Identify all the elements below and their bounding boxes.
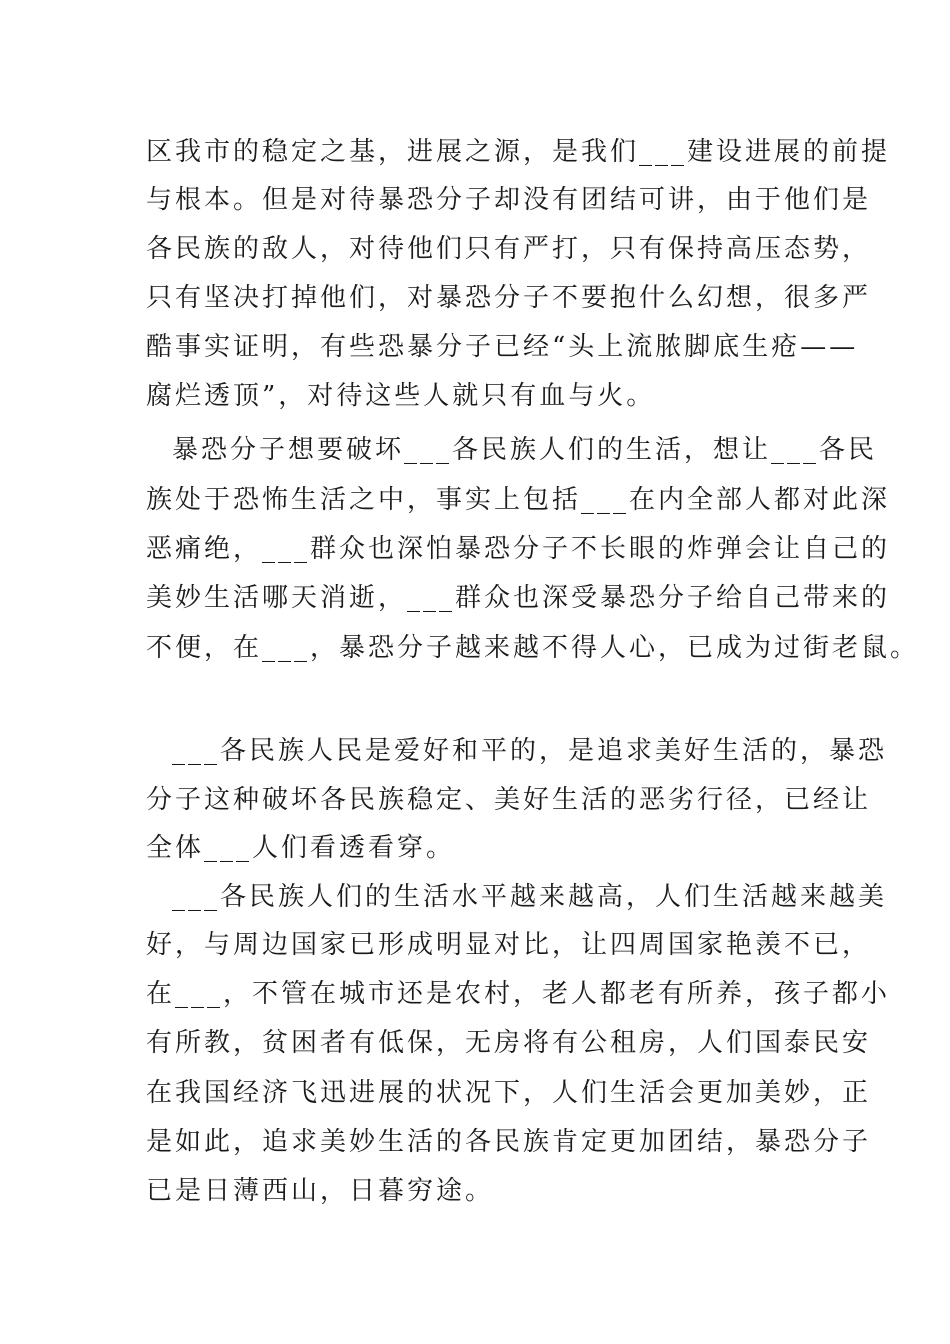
text-line: 区我市的稳定之基，进展之源，是我们___建设进展的前提 — [146, 137, 891, 167]
text-line: 分子这种破坏各民族稳定、美好生活的恶劣行径，已经让 — [146, 785, 872, 815]
text-line: 与根本。但是对待暴恐分子却没有团结可讲，由于他们是 — [146, 185, 872, 215]
text-line: 是如此，追求美妙生活的各民族肯定更加团结，暴恐分子 — [146, 1127, 872, 1157]
text-line: 在我国经济飞迅进展的状况下，人们生活会更加美妙，正 — [146, 1078, 872, 1108]
text-line: ___各民族人民是爱好和平的，是追求美好生活的，暴恐 — [172, 736, 888, 766]
text-line: 不便，在___，暴恐分子越来越不得人心，已成为过街老鼠。 — [146, 633, 920, 663]
text-line: 只有坚决打掉他们，对暴恐分子不要抱什么幻想，很多严 — [146, 283, 872, 313]
text-line: 有所教，贫困者有低保，无房将有公租房，人们国泰民安 — [146, 1028, 872, 1058]
text-line: 全体___人们看透看穿。 — [146, 833, 456, 863]
text-line: 在___，不管在城市还是农村，老人都老有所养，孩子都小 — [146, 979, 891, 1009]
text-line: 好，与周边国家已形成明显对比，让四周国家艳羡不已， — [146, 930, 872, 960]
text-line: 恶痛绝，___群众也深怕暴恐分子不长眼的炸弹会让自己的 — [146, 534, 891, 564]
text-line: 族处于恐怖生活之中，事实上包括___在内全部人都对此深 — [146, 485, 891, 515]
text-line: 美妙生活哪天消逝，___群众也深受暴恐分子给自己带来的 — [146, 583, 891, 613]
text-line: 各民族的敌人，对待他们只有严打，只有保持高压态势， — [146, 234, 872, 264]
text-line: ___各民族人们的生活水平越来越高，人们生活越来越美 — [172, 882, 888, 912]
text-line: 酷事实证明，有些恐暴分子已经“头上流脓脚底生疮—— — [146, 332, 859, 362]
text-line: 已是日薄西山，日暮穷途。 — [146, 1176, 495, 1206]
text-line: 暴恐分子想要破坏___各民族人们的生活，想让___各民 — [172, 435, 878, 465]
text-line: 腐烂透顶”，对待这些人就只有血与火。 — [146, 381, 656, 411]
